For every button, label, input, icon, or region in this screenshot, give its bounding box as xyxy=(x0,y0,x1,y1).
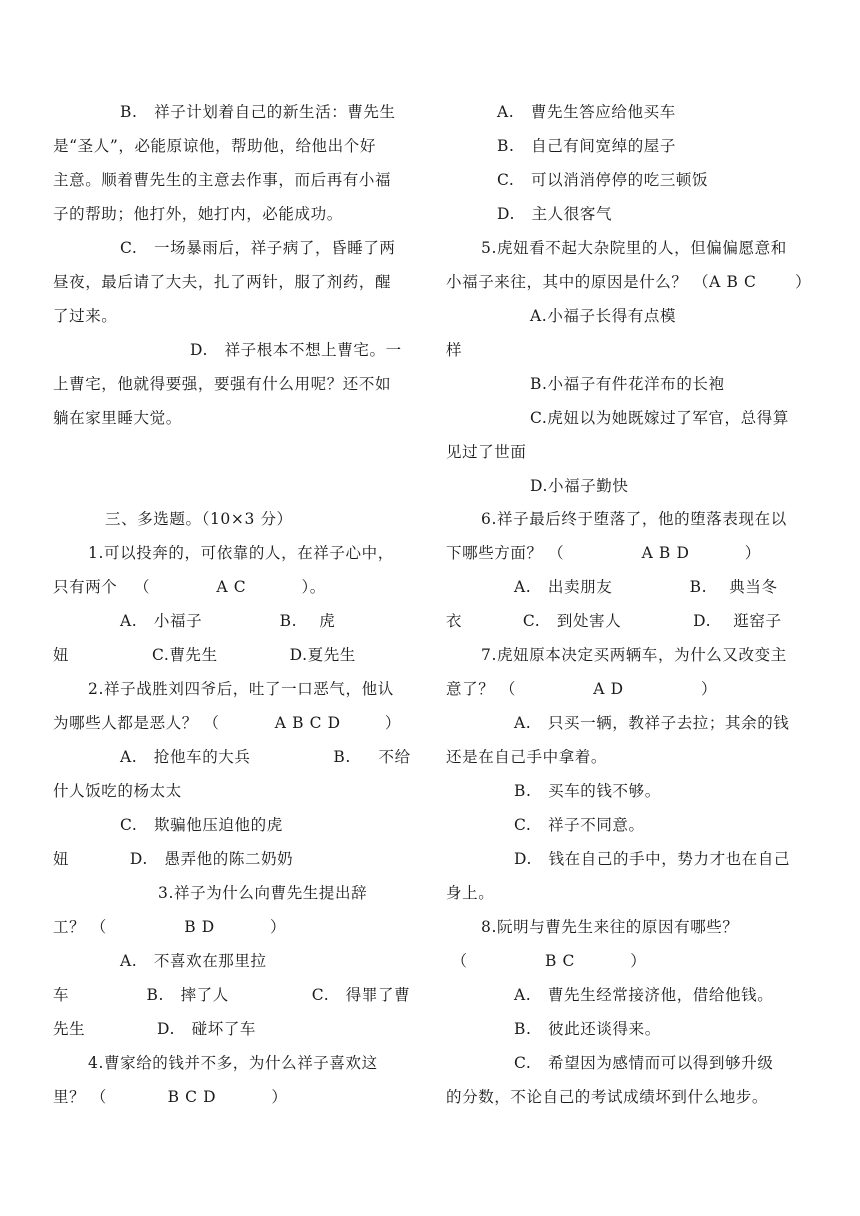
option-line: 还是在自己手中拿着。 xyxy=(446,748,608,766)
answer-line: 里？ （ B C D ） xyxy=(53,1088,288,1106)
option-line: A.小福子长得有点模 xyxy=(530,307,677,325)
option-line: 衣 C. 到处害人 D. 逛窑子 xyxy=(446,612,782,630)
question-text: 4.曹家给的钱并不多，为什么祥子喜欢这 xyxy=(88,1054,378,1072)
option-line: C. 希望因为感情而可以得到够升级 xyxy=(514,1054,774,1072)
option-line: D. 主人很客气 xyxy=(497,205,613,223)
question-text: 5.虎妞看不起大杂院里的人，但偏偏愿意和 xyxy=(481,239,787,257)
option-line: D.小福子勤快 xyxy=(530,477,629,495)
answer-line: （ B C ） xyxy=(446,952,647,970)
question-text: 8.阮明与曹先生来往的原因有哪些？ xyxy=(481,918,739,936)
answer-line: 意了？ （ A D ） xyxy=(446,680,718,698)
text-line: C. 一场暴雨后，祥子病了，昏睡了两 xyxy=(120,239,396,257)
answer-line: 下哪些方面？ （ A B D ） xyxy=(446,544,761,562)
text-line: D. 祥子根本不想上曹宅。一 xyxy=(190,341,402,359)
text-line: 上曹宅，他就得要强，要强有什么用呢？还不如 xyxy=(53,375,392,393)
question-text: 2.祥子战胜刘四爷后，吐了一口恶气，他认 xyxy=(88,680,394,698)
option-line: C. 可以消消停停的吃三顿饭 xyxy=(497,171,709,189)
text-line: 躺在家里睡大觉。 xyxy=(53,409,182,427)
answer-line: 为哪些人都是恶人？ （ A B C D ） xyxy=(53,714,401,732)
option-line: B. 买车的钱不够。 xyxy=(514,782,661,800)
option-line: 先生 D. 碰坏了车 xyxy=(53,1020,257,1038)
option-line: B. 彼此还谈得来。 xyxy=(514,1020,661,1038)
option-line: A. 出卖朋友 B. 典当冬 xyxy=(514,578,778,596)
question-text: 3.祥子为什么向曹先生提出辞 xyxy=(158,884,368,902)
text-line: B. 祥子计划着自己的新生活：曹先生 xyxy=(120,103,396,121)
answer-line: 小福子来往，其中的原因是什么？ （A B C ） xyxy=(446,273,812,291)
option-line: 妞 D. 愚弄他的陈二奶奶 xyxy=(53,850,294,868)
option-line: A. 曹先生答应给他买车 xyxy=(497,103,676,121)
option-line: 车 B. 摔了人 C. 得罪了曹 xyxy=(53,986,411,1004)
text-line: 是“圣人”，必能原谅他，帮助他，给他出个好 xyxy=(53,137,376,155)
text-line: 了过来。 xyxy=(53,307,118,325)
option-line: 见过了世面 xyxy=(446,443,527,461)
text-line: 主意。顺着曹先生的主意去作事，而后再有小福 xyxy=(53,171,392,189)
answer-line: 工？ （ B D ） xyxy=(53,918,287,936)
option-line: A. 抢他车的大兵 B. 不给 xyxy=(120,748,411,766)
option-line: A. 不喜欢在那里拉 xyxy=(120,952,267,970)
option-line: 身上。 xyxy=(446,884,495,902)
text-line: 子的帮助；他打外，她打内，必能成功。 xyxy=(53,205,343,223)
question-text: 1.可以投奔的，可依靠的人，在祥子心中， xyxy=(88,544,394,562)
answer-line: 只有两个 （ A C ）。 xyxy=(53,578,326,596)
option-line: 妞 C.曹先生 D.夏先生 xyxy=(53,646,356,664)
option-line: 什人饭吃的杨太太 xyxy=(53,782,182,800)
question-text: 7.虎妞原本决定买两辆车，为什么又改变主 xyxy=(481,646,787,664)
section-heading: 三、多选题。（10×3 分） xyxy=(105,510,293,528)
option-line: A. 小福子 B. 虎 xyxy=(120,612,336,630)
option-line: B. 自己有间宽绰的屋子 xyxy=(497,137,676,155)
option-line: A. 只买一辆，教祥子去拉；其余的钱 xyxy=(514,714,790,732)
option-line: B.小福子有件花洋布的长袍 xyxy=(530,375,725,393)
option-line: C. 欺骗他压迫他的虎 xyxy=(120,816,283,834)
option-line: A. 曹先生经常接济他，借给他钱。 xyxy=(514,986,774,1004)
option-line: 样 xyxy=(446,341,463,359)
option-line: 的分数，不论自己的考试成绩坏到什么地步。 xyxy=(446,1088,769,1106)
option-line: C. 祥子不同意。 xyxy=(514,816,645,834)
option-line: D. 钱在自己的手中，势力才也在自己 xyxy=(514,850,791,868)
text-line: 昼夜，最后请了大夫，扎了两针，服了剂药，醒 xyxy=(53,273,392,291)
option-line: C.虎妞以为她既嫁过了军官，总得算 xyxy=(530,409,789,427)
question-text: 6.祥子最后终于堕落了，他的堕落表现在以 xyxy=(481,510,787,528)
